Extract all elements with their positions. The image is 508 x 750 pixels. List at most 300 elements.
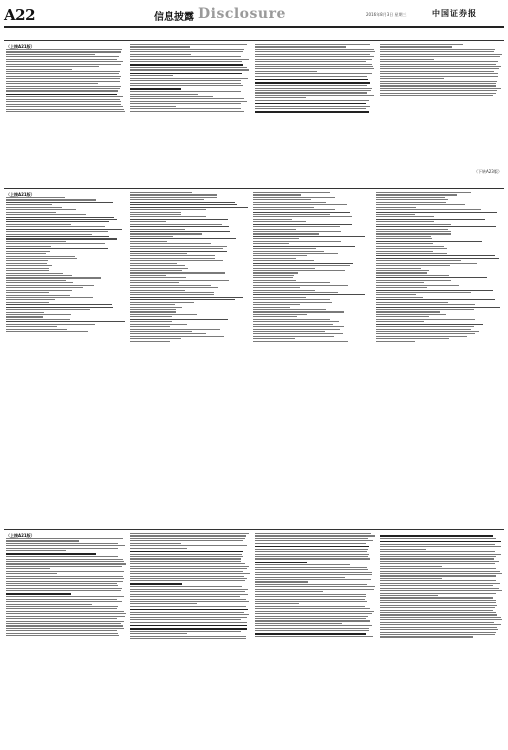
text-line xyxy=(130,265,185,266)
text-line xyxy=(130,543,181,544)
text-line xyxy=(380,619,502,620)
text-line xyxy=(380,585,493,586)
text-line xyxy=(380,627,497,628)
text-line xyxy=(255,82,370,84)
text-line xyxy=(376,194,457,195)
text-line xyxy=(6,199,96,200)
text-line xyxy=(380,610,493,611)
text-line xyxy=(130,229,185,230)
text-line xyxy=(380,549,426,550)
page-header xyxy=(4,4,504,24)
text-line xyxy=(253,336,334,337)
text-line xyxy=(380,573,502,574)
text-line xyxy=(255,567,367,568)
text-line xyxy=(253,265,350,266)
text-column-4 xyxy=(380,44,502,164)
text-line xyxy=(6,268,49,269)
text-line xyxy=(6,588,122,589)
text-line xyxy=(6,295,70,296)
text-line xyxy=(255,636,373,637)
text-line xyxy=(255,608,370,609)
text-line xyxy=(253,214,330,215)
text-line xyxy=(253,248,316,249)
text-line xyxy=(255,630,369,631)
text-line xyxy=(130,204,237,205)
text-line xyxy=(6,633,118,634)
text-line xyxy=(130,548,187,549)
text-line xyxy=(253,243,289,244)
text-line xyxy=(6,270,49,271)
text-line xyxy=(253,192,330,193)
text-line xyxy=(6,599,117,600)
text-line xyxy=(380,580,496,581)
text-line xyxy=(6,217,114,218)
section-title: 信息披露 xyxy=(154,12,194,23)
text-line xyxy=(253,219,292,220)
text-line xyxy=(6,316,43,317)
text-line xyxy=(6,331,88,332)
text-column-3 xyxy=(253,192,371,522)
text-line xyxy=(380,551,495,552)
text-line xyxy=(6,314,71,315)
text-line xyxy=(376,231,451,232)
text-line xyxy=(253,212,350,213)
text-line xyxy=(130,83,241,84)
text-line xyxy=(376,304,475,305)
text-line xyxy=(255,574,372,575)
text-line xyxy=(253,224,352,225)
text-line xyxy=(376,287,427,288)
text-line xyxy=(380,44,463,45)
text-line xyxy=(376,255,495,256)
text-line xyxy=(6,81,120,82)
text-line xyxy=(253,241,341,242)
text-line xyxy=(6,96,123,97)
text-line xyxy=(253,319,330,320)
text-line xyxy=(253,233,319,234)
text-line xyxy=(130,319,228,320)
text-line xyxy=(380,575,496,576)
text-column-3 xyxy=(255,44,375,182)
text-line xyxy=(130,554,242,555)
text-line xyxy=(376,302,448,303)
text-line xyxy=(6,61,123,62)
text-line xyxy=(6,258,77,259)
text-line xyxy=(130,636,246,637)
text-line xyxy=(6,290,72,291)
text-line xyxy=(6,94,117,96)
text-line xyxy=(130,103,241,104)
text-line xyxy=(253,270,345,271)
text-line xyxy=(380,629,498,630)
text-line xyxy=(6,265,52,266)
text-line xyxy=(376,324,483,325)
text-line xyxy=(380,602,496,603)
text-line xyxy=(6,613,126,614)
text-line xyxy=(6,304,112,305)
text-line xyxy=(253,253,338,254)
text-line xyxy=(6,287,83,288)
issue-date: 2016年8月3日 星期三 xyxy=(366,12,407,17)
text-line xyxy=(130,88,181,90)
text-line xyxy=(376,280,451,281)
text-line xyxy=(376,299,495,300)
text-line xyxy=(255,71,317,72)
text-line xyxy=(130,243,211,244)
text-line xyxy=(130,324,187,325)
text-line xyxy=(255,562,307,564)
text-line xyxy=(255,68,374,69)
text-line xyxy=(130,599,246,600)
text-line xyxy=(380,568,496,569)
text-line xyxy=(6,568,50,569)
text-line xyxy=(130,533,249,534)
text-line xyxy=(376,309,474,310)
text-line xyxy=(130,64,243,66)
text-line xyxy=(6,625,123,626)
text-line xyxy=(6,593,71,595)
text-column-3 xyxy=(255,533,375,747)
text-line xyxy=(253,207,314,208)
text-line xyxy=(6,321,125,322)
text-line xyxy=(253,251,324,252)
text-line xyxy=(255,599,365,600)
text-line xyxy=(130,61,242,62)
text-line xyxy=(253,333,343,334)
text-line xyxy=(253,314,307,315)
text-line xyxy=(6,197,65,198)
text-line xyxy=(376,331,479,332)
text-line xyxy=(253,282,330,283)
text-column-2 xyxy=(130,44,250,182)
text-line xyxy=(6,69,72,70)
text-line xyxy=(6,297,93,298)
text-line xyxy=(130,209,206,210)
text-line xyxy=(255,92,367,93)
text-line xyxy=(130,603,197,604)
text-line xyxy=(380,554,501,555)
text-line xyxy=(376,216,434,217)
text-line xyxy=(376,248,447,249)
text-line xyxy=(6,243,105,244)
text-line xyxy=(380,636,473,637)
text-line xyxy=(255,88,372,89)
text-line xyxy=(380,78,444,79)
text-line xyxy=(253,294,365,295)
text-line xyxy=(253,331,325,332)
text-line xyxy=(376,338,449,339)
text-line xyxy=(255,556,368,557)
text-line xyxy=(130,282,179,283)
text-line xyxy=(380,83,496,84)
text-line xyxy=(6,628,124,629)
text-line xyxy=(130,568,247,569)
text-line xyxy=(380,605,497,606)
text-line xyxy=(130,272,225,273)
text-line xyxy=(130,287,218,288)
text-line xyxy=(130,633,187,634)
text-line xyxy=(6,209,76,210)
text-line xyxy=(6,256,75,257)
text-line xyxy=(255,586,375,587)
text-line xyxy=(253,292,338,293)
text-line xyxy=(130,253,187,254)
text-line xyxy=(6,109,124,110)
text-line xyxy=(6,635,119,636)
text-line xyxy=(380,46,452,47)
text-line xyxy=(253,204,347,205)
text-line xyxy=(6,553,96,555)
text-line xyxy=(376,207,416,208)
text-line xyxy=(130,270,182,271)
text-line xyxy=(376,224,451,225)
text-column-2 xyxy=(130,192,248,522)
text-line xyxy=(253,307,290,308)
text-line xyxy=(255,594,366,595)
text-line xyxy=(380,535,493,537)
text-line xyxy=(376,326,474,327)
text-line xyxy=(253,236,365,237)
text-line xyxy=(380,558,494,559)
text-line xyxy=(253,263,353,264)
text-line xyxy=(130,75,173,76)
text-line xyxy=(380,93,496,94)
text-line xyxy=(255,540,373,541)
text-line xyxy=(255,628,369,629)
text-line xyxy=(376,294,416,295)
text-line xyxy=(255,90,371,91)
text-line xyxy=(255,623,342,624)
text-line xyxy=(130,326,170,327)
text-line xyxy=(255,56,374,57)
text-line xyxy=(130,263,177,264)
text-line xyxy=(6,548,118,549)
text-line xyxy=(6,224,71,225)
text-line xyxy=(130,551,243,553)
text-line xyxy=(130,591,245,592)
text-line xyxy=(253,277,293,278)
text-line xyxy=(130,297,243,298)
text-line xyxy=(376,241,482,242)
text-column-1 xyxy=(6,192,126,522)
text-line xyxy=(130,91,241,92)
text-line xyxy=(6,221,109,222)
text-line xyxy=(130,255,215,256)
page-number: A22 xyxy=(4,6,36,24)
text-line xyxy=(6,83,98,84)
text-line xyxy=(130,96,213,97)
text-line xyxy=(6,601,122,602)
text-line xyxy=(253,202,326,203)
text-line xyxy=(376,270,429,271)
text-line xyxy=(130,617,247,618)
text-line xyxy=(376,282,424,283)
text-line xyxy=(376,253,447,254)
text-line xyxy=(130,51,243,52)
text-line xyxy=(253,246,355,247)
text-line xyxy=(255,549,368,550)
text-line xyxy=(6,212,56,213)
text-line xyxy=(6,78,120,79)
text-line xyxy=(130,566,249,567)
text-line xyxy=(130,628,247,630)
text-line xyxy=(253,341,348,342)
text-line xyxy=(6,263,47,264)
text-line xyxy=(380,59,434,60)
text-line xyxy=(130,341,170,342)
text-line xyxy=(130,586,242,587)
text-line xyxy=(130,292,214,293)
text-line xyxy=(6,630,117,631)
text-line xyxy=(130,290,185,291)
text-line xyxy=(253,299,330,300)
text-line xyxy=(376,238,432,239)
block-title: （上接A21版） xyxy=(6,44,35,49)
text-line xyxy=(130,197,217,198)
text-line xyxy=(253,226,340,227)
text-line xyxy=(380,624,501,625)
text-line xyxy=(6,86,121,87)
text-line xyxy=(130,260,223,261)
block-title: （上接A21版） xyxy=(6,192,35,197)
text-line xyxy=(253,316,297,317)
text-line xyxy=(376,336,467,337)
text-line xyxy=(380,590,502,591)
text-line xyxy=(376,229,448,230)
text-line xyxy=(376,314,446,315)
text-line xyxy=(6,49,122,50)
text-line xyxy=(376,214,415,215)
text-line xyxy=(255,76,367,77)
text-line xyxy=(376,246,444,247)
text-line xyxy=(130,268,188,269)
text-line xyxy=(253,221,306,222)
text-line xyxy=(380,607,495,608)
text-line xyxy=(255,625,372,626)
text-column-4 xyxy=(376,192,502,522)
text-line xyxy=(255,564,350,565)
text-line xyxy=(253,258,296,259)
text-line xyxy=(6,71,120,72)
header-rule xyxy=(4,26,504,28)
text-line xyxy=(130,226,229,227)
text-line xyxy=(255,106,370,107)
text-line xyxy=(6,219,117,220)
text-column-1 xyxy=(6,44,126,182)
text-line xyxy=(130,535,246,536)
text-line xyxy=(6,312,44,313)
text-line xyxy=(6,545,125,546)
text-line xyxy=(6,111,125,112)
text-line xyxy=(253,255,307,256)
text-line xyxy=(130,614,249,615)
text-line xyxy=(380,61,498,62)
text-column-1 xyxy=(6,533,126,747)
text-line xyxy=(380,81,497,82)
text-line xyxy=(130,233,202,234)
text-line xyxy=(253,311,344,312)
text-line xyxy=(130,101,247,102)
text-line xyxy=(253,229,296,230)
text-line xyxy=(6,550,66,551)
text-line xyxy=(130,219,228,220)
text-line xyxy=(380,76,498,77)
text-line xyxy=(376,251,433,252)
text-line xyxy=(130,78,248,79)
text-line xyxy=(6,608,117,609)
text-line xyxy=(376,209,481,210)
text-line xyxy=(255,581,308,582)
text-line xyxy=(255,603,299,604)
text-line xyxy=(6,285,94,286)
text-line xyxy=(376,212,497,213)
text-line xyxy=(255,579,371,580)
text-line xyxy=(130,258,215,259)
text-line xyxy=(6,231,108,232)
text-line xyxy=(255,73,372,74)
text-line xyxy=(130,583,182,585)
text-line xyxy=(6,307,113,308)
text-line xyxy=(255,633,366,635)
text-line xyxy=(6,104,121,105)
text-line xyxy=(6,616,125,617)
text-line xyxy=(130,299,235,300)
text-line xyxy=(6,585,118,586)
text-line xyxy=(376,321,424,322)
text-line xyxy=(130,212,181,213)
text-line xyxy=(253,329,340,330)
text-line xyxy=(255,46,346,47)
text-line xyxy=(255,538,368,539)
text-line xyxy=(130,540,243,541)
text-line xyxy=(376,197,445,198)
text-line xyxy=(255,533,371,534)
text-line xyxy=(6,324,95,325)
text-line xyxy=(6,606,118,607)
text-line xyxy=(6,73,119,74)
text-line xyxy=(255,551,367,552)
text-line xyxy=(255,111,369,113)
text-line xyxy=(380,571,500,572)
text-line xyxy=(376,260,461,261)
text-line xyxy=(255,572,372,573)
text-line xyxy=(253,197,335,198)
text-line xyxy=(6,204,52,205)
text-line xyxy=(6,326,57,327)
text-line xyxy=(255,61,366,62)
text-line xyxy=(380,593,496,594)
text-line xyxy=(130,224,222,225)
text-line xyxy=(380,64,496,65)
text-line xyxy=(6,260,48,261)
text-line xyxy=(6,280,66,281)
text-line xyxy=(376,277,487,278)
text-line xyxy=(6,621,124,622)
text-line xyxy=(130,248,223,249)
text-line xyxy=(6,76,121,77)
text-line xyxy=(255,618,366,619)
text-column-2 xyxy=(130,533,250,747)
text-line xyxy=(380,49,495,50)
text-line xyxy=(380,578,442,579)
text-line xyxy=(6,88,120,89)
text-line xyxy=(255,100,369,101)
text-line xyxy=(380,541,501,543)
text-line xyxy=(130,333,206,334)
text-line xyxy=(6,253,46,254)
text-line xyxy=(130,111,244,112)
text-line xyxy=(253,338,295,339)
